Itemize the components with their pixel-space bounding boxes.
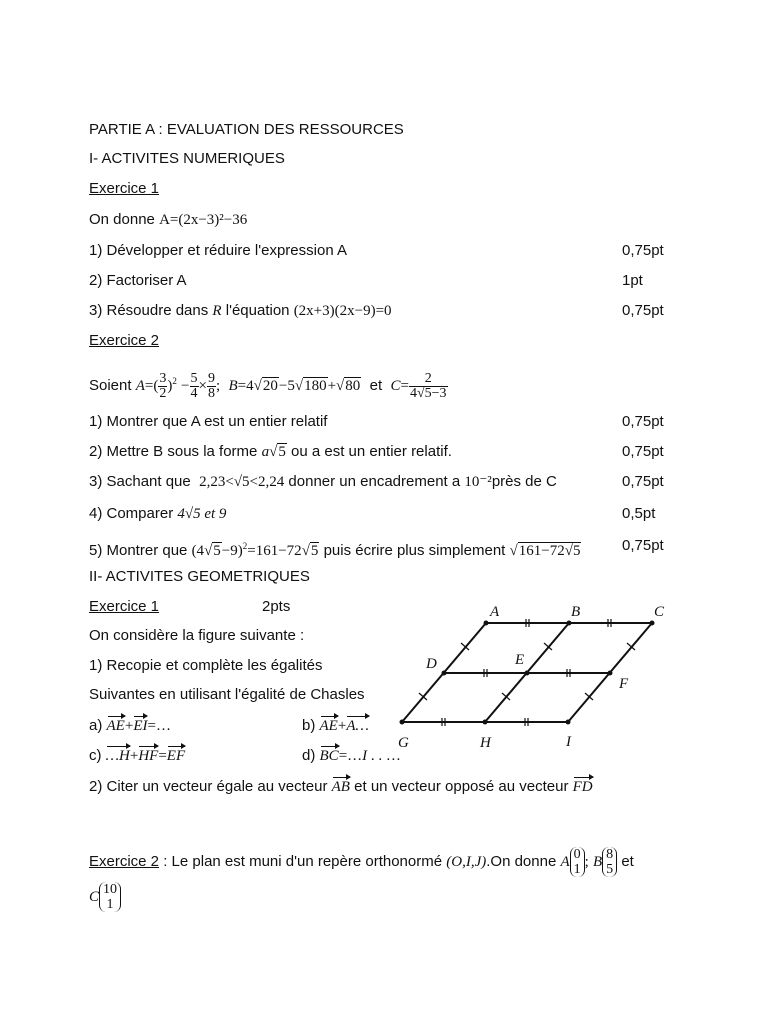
ex1-q1-points: 0,75pt — [622, 242, 664, 259]
label-b: B — [571, 604, 581, 620]
geo2-point-c: C 10 1 — [89, 880, 121, 916]
label-e: E — [515, 652, 525, 668]
geo-exercise-1-points: 2pts — [262, 598, 291, 615]
ex2-q1-points: 0,75pt — [622, 413, 664, 430]
ex1-question-1: 1) Développer et réduire l'expression A — [89, 242, 348, 259]
ex2-question-3: 3) Sachant que 2,23<√5<2,24 donner un encadrement a 10⁻²près de C — [89, 473, 557, 490]
geo-exercise-2-title: Exercice 2 — [89, 853, 160, 870]
label-d: D — [426, 656, 437, 672]
ex2-question-4: 4) Comparer 4√5 et 9 — [89, 505, 227, 522]
label-f: F — [619, 676, 629, 692]
ex1-question-3: 3) Résoudre dans R l'équation (2x+3)(2x−9)=0 — [89, 302, 392, 319]
geo-exercise-1-title: Exercice 1 — [89, 598, 160, 615]
parallelogram-figure — [382, 596, 682, 756]
label-c: C — [654, 604, 665, 620]
section-title-geometry: II- ACTIVITES GEOMETRIQUES — [89, 568, 310, 585]
exercise-1-intro: On donne A=(2x−3)²−36 — [89, 211, 248, 228]
figure-points — [400, 621, 655, 725]
ex2-question-1: 1) Montrer que A est un entier relatif — [89, 413, 328, 430]
ex1-q3-points: 0,75pt — [622, 302, 664, 319]
expression-a: A=(2x−3)²−36 — [159, 212, 248, 228]
ex1-question-2: 2) Factoriser A — [89, 272, 187, 289]
geo1-question-2: 2) Citer un vecteur égale au vecteur AB et un vecteur opposé au vecteur FD — [89, 778, 593, 795]
geo1-item-b: b) AE+A… — [302, 717, 369, 734]
label-i: I — [566, 734, 571, 750]
exercise-1-title: Exercice 1 — [89, 180, 160, 197]
ex2-q3-points: 0,75pt — [622, 473, 664, 490]
part-title: PARTIE A : EVALUATION DES RESSOURCES — [89, 121, 404, 138]
geo1-item-a: a) AE+EI=… — [89, 717, 171, 734]
geo1-item-c: c) …H+HF=EF — [89, 747, 186, 764]
label-h: H — [480, 735, 491, 751]
geo1-line-3: Suivantes en utilisant l'égalité de Chasles — [89, 686, 365, 703]
geo1-item-d: d) BC=…I . . … — [302, 747, 401, 764]
label-a: A — [490, 604, 500, 620]
ex2-question-5: 5) Montrer que $(4√5-9)^2=161-72√5$ puis écrire plus simplement √161−72√5 — [89, 541, 581, 559]
label-g: G — [398, 735, 409, 751]
exercise-2-title: Exercice 2 — [89, 332, 160, 349]
geo-exercise-2: Exercice 2 : Le plan est muni d'un repère orthonormé (O,I,J).On donne A 0 1 ; B 8 5 et — [89, 847, 634, 878]
ex2-q4-points: 0,5pt — [622, 505, 656, 522]
ex2-q2-points: 0,75pt — [622, 443, 664, 460]
geo1-line-1: On considère la figure suivante : — [89, 627, 305, 644]
section-title-numeric: I- ACTIVITES NUMERIQUES — [89, 150, 285, 167]
ex2-q5-points: 0,75pt — [622, 537, 664, 554]
ex1-q2-points: 1pt — [622, 272, 643, 289]
ex2-question-2: 2) Mettre B sous la forme a√5 ou a est un entier relatif. — [89, 443, 452, 460]
ex2-definitions: Soient A=( $\frac{3}{2}$ )$^2$ − $\frac{5}{4}$ × $\frac{9}{8}$ ; B=4√20−5√180+√80 et C= $\frac{2}{4√5-3}$ — [89, 370, 447, 401]
geo1-line-2: 1) Recopie et complète les égalités — [89, 657, 323, 674]
